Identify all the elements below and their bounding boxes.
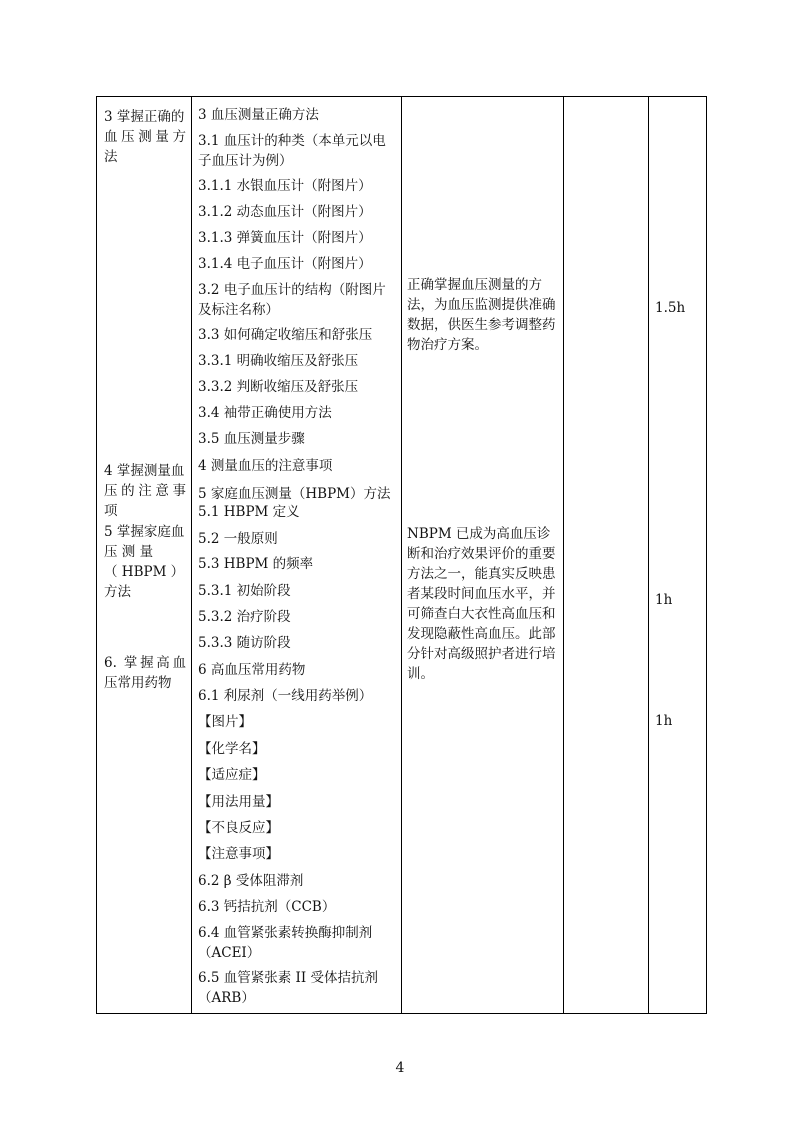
content-item: 6.1 利尿剂（一线用药举例）	[198, 688, 373, 704]
course-table	[96, 96, 707, 1014]
content-item: 【适应症】	[198, 767, 266, 783]
content-item: 3.2 电子血压计的结构（附图片及标注名称）	[198, 282, 386, 318]
content-item: 3.4 袖带正确使用方法	[198, 405, 332, 421]
content-item: 3.1.1 水银血压计（附图片）	[198, 178, 372, 194]
objective-4: 4 掌握测量血 压的注意事 项	[104, 463, 186, 519]
content-item: 6.5 血管紧张素 II 受体拮抗剂（ARB）	[198, 970, 379, 1006]
remark-hbpm: NBPM 已成为高血压诊断和治疗效果评价的重要方法之一，能真实反映患者某段时间血压水平，并可筛查白大衣性高血压和发现隐蔽性高血压。此部分针对高级照护者进行培训。	[407, 526, 556, 682]
content-item: 6.3 钙拮抗剂（CCB）	[198, 899, 336, 915]
content-item: 3.1.2 动态血压计（附图片）	[198, 204, 372, 220]
content-item: 3.1.4 电子血压计（附图片）	[198, 256, 372, 272]
content-item: 3.1 血压计的种类（本单元以电子血压计为例）	[198, 133, 386, 169]
content-item: 5.3.2 治疗阶段	[198, 609, 291, 625]
content-item: 6.4 血管紧张素转换酶抑制剂（ACEI）	[198, 925, 373, 961]
content-item: 5.3.3 随访阶段	[198, 635, 291, 651]
objective-6: 6. 掌握高血 压常用药物	[104, 655, 186, 691]
content-item: 6.2 β 受体阻滞剂	[198, 873, 304, 889]
content-item: 6 高血压常用药物	[198, 662, 306, 678]
content-item: 5.3.1 初始阶段	[198, 583, 291, 599]
content-item: 3.3.2 判断收缩压及舒张压	[198, 379, 359, 395]
content-item: 3 血压测量正确方法	[198, 107, 319, 123]
remark-measurement: 正确掌握血压测量的方法，为血压监测提供准确数据，供医生参考调整药物治疗方案。	[407, 277, 556, 353]
hours-cell: 1h	[655, 592, 673, 608]
content-item: 5 家庭血压测量（HBPM）方法	[198, 486, 391, 502]
content-item: 【不良反应】	[198, 820, 279, 836]
content-item: 3.3.1 明确收缩压及舒张压	[198, 353, 359, 369]
hours-cell: 1.5h	[655, 300, 686, 316]
content-item: 5.3 HBPM 的频率	[198, 556, 314, 572]
content-item: 5.1 HBPM 定义	[198, 504, 300, 520]
content-item: 3.5 血压测量步骤	[198, 431, 305, 447]
objective-3: 3 掌握正确的 血压测量方 法	[104, 109, 186, 165]
column-divider	[191, 97, 192, 1013]
objective-5: 5 掌握家庭血 压 测 量 （ HBPM ） 方法	[104, 524, 185, 600]
content-item: 3.3 如何确定收缩压和舒张压	[198, 327, 373, 343]
column-divider	[563, 97, 564, 1013]
column-divider	[648, 97, 649, 1013]
content-item: 【图片】	[198, 714, 252, 730]
content-item: 3.1.3 弹簧血压计（附图片）	[198, 230, 372, 246]
page-number: 4	[395, 1060, 405, 1076]
content-item: 5.2 一般原则	[198, 531, 278, 547]
content-item: 4 测量血压的注意事项	[198, 458, 333, 474]
content-item: 【注意事项】	[198, 846, 279, 862]
column-divider	[401, 97, 402, 1013]
content-item: 【用法用量】	[198, 794, 279, 810]
content-item: 【化学名】	[198, 741, 266, 757]
hours-cell: 1h	[655, 713, 673, 729]
